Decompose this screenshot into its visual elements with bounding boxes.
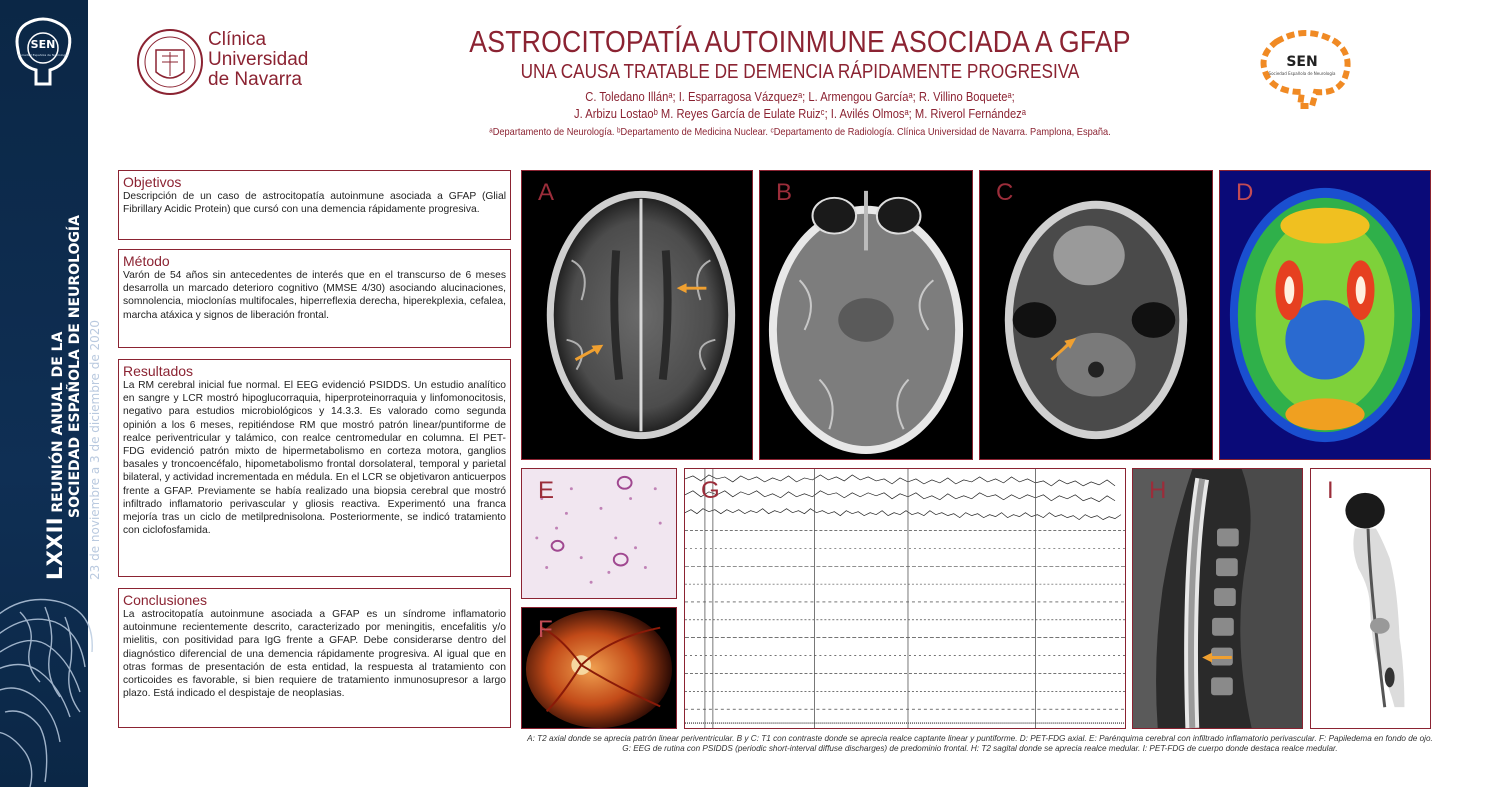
institution-line: de Navarra [208, 69, 302, 90]
sen-badge-sub: Sociedad Española de Neurología [17, 53, 69, 57]
institution-line: Universidad [208, 49, 309, 70]
figure-b-t1-contrast [759, 170, 973, 460]
figure-h-sagittal-t2 [1132, 468, 1303, 729]
congress-line1: REUNIÓN ANUAL DE LA [50, 331, 66, 513]
section-text: Varón de 54 años sin antecedentes de interés que en el transcurso de 6 meses desarrolla un marcado deterioro cognitivo (MMSE 4/30) asociando alucinaciones, somnolencia, mioclonías multifocales, hiperreflexia derecha, hiperekplexia, cefalea, marcha atáxica y signos de liberación frontal. [123, 270, 506, 321]
figure-a-t2-axial [521, 170, 753, 460]
institution-line: Clínica [208, 29, 267, 50]
caption-line: G: EEG de rutina con PSIDDS (periodic short-interval diffuse discharges) de predominio frontal. H: T2 sagital donde se aprecia realce medular. I: PET-FDG de cuerpo donde destaca realce medular. [622, 744, 1338, 753]
section-heading: Conclusiones [123, 592, 208, 608]
figure-label: A [538, 179, 555, 206]
institution-name [208, 30, 308, 90]
caption-line: A: T2 axial donde se aprecia patrón linear periventricular. B y C: T1 con contraste donde se aprecia realce captante linear y puntiforme. D: PET-FDG axial. E: Parénquima cerebral con infiltrado inflamatorio perivascular. F: Papiledema en fondo de ojo. [527, 734, 1433, 743]
figure-label: G [701, 477, 720, 504]
figure-label: F [538, 616, 553, 643]
figure-label: D [1236, 179, 1254, 206]
section-text: Descripción de un caso de astrocitopatía autoinmune asociada a GFAP (Glial Fibrillary Acidic Protein) que cursó con una demencia rápidamente progresiva. [123, 191, 506, 216]
figure-label: H [1149, 477, 1167, 504]
congress-sidebar [0, 0, 102, 787]
poster-title-block [340, 24, 1260, 84]
figure-i-pet-body [1310, 468, 1431, 729]
section-heading: Método [123, 253, 170, 269]
congress-line2: SOCIEDAD ESPAÑOLA DE NEUROLOGÍA [67, 215, 83, 518]
section-metodo [118, 249, 511, 348]
figure-label: C [996, 179, 1014, 206]
figure-e-histology [521, 468, 677, 599]
sen-logo [1256, 28, 1356, 110]
figure-caption [520, 734, 1440, 754]
figure-label: B [776, 179, 793, 206]
figure-g-eeg [684, 468, 1126, 729]
authors-line: C. Toledano Illánᵃ; I. Esparragosa Vázquezᵃ; L. Armengou Garcíaᵃ; R. Villino Boqueteᵃ; [585, 89, 1015, 104]
poster-subtitle: UNA CAUSA TRATABLE DE DEMENCIA RÁPIDAMENTE PROGRESIVA [520, 61, 1080, 83]
section-resultados [118, 359, 511, 577]
figure-d-pet-axial [1219, 170, 1431, 460]
poster-title: ASTROCITOPATÍA AUTOINMUNE ASOCIADA A GFAP [469, 24, 1131, 59]
section-heading: Objetivos [123, 174, 182, 190]
section-objetivos [118, 170, 511, 240]
brain-decoration-icon [0, 592, 88, 787]
section-text: La RM cerebral inicial fue normal. El EEG evidenció PSIDDS. Un estudio analítico en sangre y LCR mostró hipoglucorraquia, hiperproteinorraquia y linfomonocitosis, negativo para estudios microbiológicos y 14.3.3. Es valorado como segunda opinión a los 6 meses, repitiéndose RM que mostró patrón linear/puntiforme de realce periventricular y talámico, con realce centromedular en columna. El PET-FDG evidenció patrón mixto de hipermetabolismo en corteza motora, ganglios basales y troncoencéfalo, hipometabolismo frontal dorsolateral, temporal y parietal bilateral, y actividad incrementada en médula. En el LCR se objetivaron anticuerpos frente a GFAP. Previamente se había realizado una biopsia cerebral que mostró infiltrado inflamatorio perivascular y gliosis reactiva. Experimentó una franca mejoría tras un ciclo de metilprednisolona. Posteriormente, se indicó tratamiento con ciclofosfamida. [123, 380, 506, 537]
congress-number: LXXII [43, 517, 67, 580]
affiliations: ᵃDepartamento de Neurología. ᵇDepartamento de Medicina Nuclear. ᶜDepartamento de Radiología. Clínica Universidad de Navarra. Pamplona, España. [489, 126, 1111, 138]
section-conclusiones [118, 588, 511, 728]
sen-badge-logo [10, 14, 76, 94]
figure-f-fundus [521, 607, 677, 729]
authors-line: J. Arbizu Lostaoᵇ M. Reyes García de Eulate Ruizᶜ; I. Avilés Olmosᵃ; M. Riverol Fernándezᵃ [574, 106, 1026, 121]
sen-badge-text: SEN [30, 38, 56, 51]
congress-vertical-text [44, 215, 102, 580]
congress-dates: 23 de noviembre a 3 de diciembre de 2020 [88, 319, 102, 580]
figure-label: E [538, 477, 555, 504]
figure-label: I [1327, 477, 1334, 504]
authors [340, 88, 1260, 122]
section-heading: Resultados [123, 363, 194, 379]
sen-logo-sub: Sociedad Española de Neurología [1268, 71, 1336, 76]
section-text: La astrocitopatía autoinmune asociada a GFAP es un síndrome inflamatorio autoinmune recientemente descrito, caracterizado por meningitis, encefalitis y/o mielitis, con positividad para IgG frente a GFAP. Debe considerarse dentro del diagnóstico diferencial de una demencia rápidamente progresiva. Al igual que en otras formas de presentación de esta entidad, la respuesta al tratamiento con corticoides es favorable, si bien requiere de tratamiento inmunosupresor a largo plazo. Está indicado el despistaje de neoplasias. [123, 609, 506, 700]
sen-logo-text: SEN [1286, 54, 1318, 70]
figure-c-t1-contrast [979, 170, 1213, 460]
